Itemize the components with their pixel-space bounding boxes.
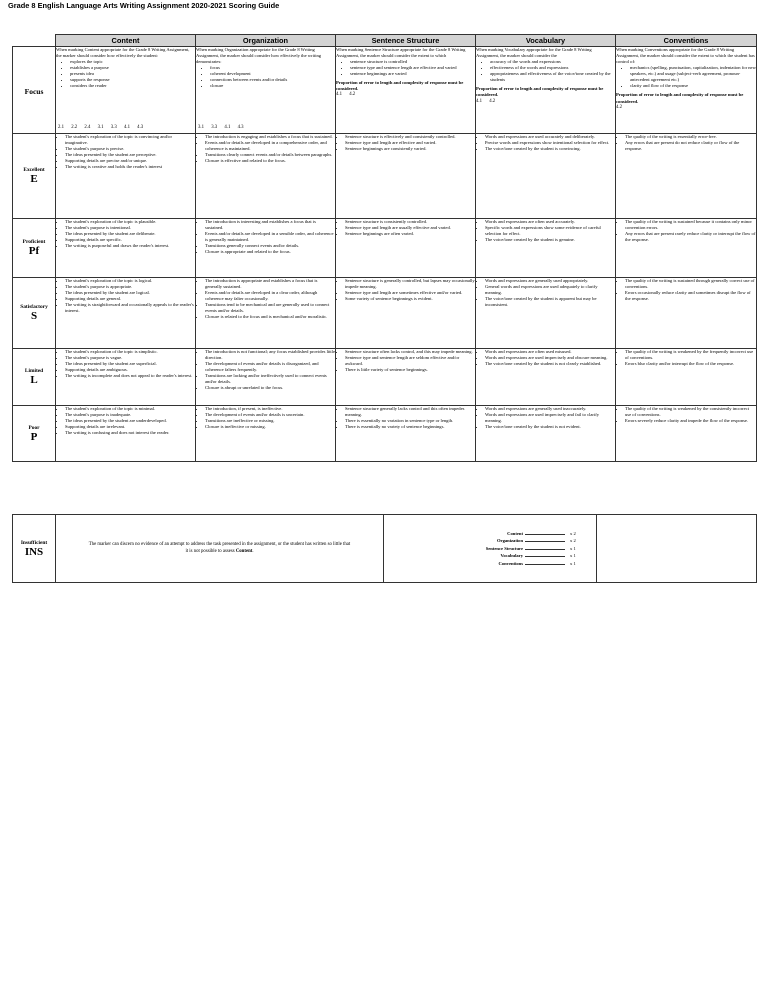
weight-label: Sentence Structure bbox=[485, 545, 523, 551]
focus-intro: When marking Conventions appropriate for the Grade 8 Writing Assignment, the marker should consider the extent to which the student has control of: bbox=[616, 47, 755, 65]
focus-item: • sentence structure is controlled bbox=[350, 59, 475, 65]
criterion: • The ideas presented by the student are perceptive. bbox=[65, 152, 195, 158]
focus-item: • focus bbox=[210, 65, 335, 71]
poor-sentence-structure-cell bbox=[336, 406, 476, 462]
outcome-codes: 4.1 4.2 bbox=[476, 98, 496, 104]
criterion: • Closure is related to the focus and is mechanical and/or moralistic. bbox=[205, 314, 335, 320]
criterion: • The student's exploration of the topic is convincing and/or imaginative. bbox=[65, 134, 195, 146]
criterion: • Closure is ineffective or missing. bbox=[205, 424, 335, 430]
focus-item: • establishes a purpose bbox=[70, 65, 195, 71]
level-name: Limited bbox=[24, 368, 44, 374]
proficient-conventions-cell bbox=[616, 219, 757, 278]
criterion: • Supporting details are irrelevant. bbox=[65, 424, 195, 430]
column-header-vocabulary: Vocabulary bbox=[476, 35, 616, 47]
focus-content-cell bbox=[56, 47, 196, 134]
weight-label: Organization bbox=[496, 538, 523, 544]
insufficient-description: The marker can discern no evidence of an attempt to address the task presented in the assignment, or the student has written so little that it is not possible to assess Content. bbox=[88, 542, 351, 554]
criterion: • Sentence type and sentence length are seldom effective and/or awkward. bbox=[345, 355, 475, 367]
weight-multiplier: x 1 bbox=[570, 560, 576, 566]
focus-row bbox=[13, 47, 757, 134]
criterion: • Words and expressions are used imprecisely and obscure meaning. bbox=[485, 355, 615, 361]
proficient-vocabulary-cell bbox=[476, 219, 616, 278]
criterion: • Events and/or details are developed in a sensible order, and coherence is generally maintained. bbox=[205, 231, 335, 243]
excellent-row-header bbox=[13, 134, 56, 219]
focus-list bbox=[196, 65, 335, 89]
criterion: • The student's exploration of the topic is plausible. bbox=[65, 219, 195, 225]
criterion: • Sentence beginnings are often varied. bbox=[345, 231, 475, 237]
criterion: • Sentence structure is generally controlled, but lapses may occasionally impede meaning. bbox=[345, 278, 475, 290]
criterion: • The introduction, if present, is ineffective. bbox=[205, 406, 335, 412]
satisfactory-conventions-cell bbox=[616, 278, 757, 349]
limited-row bbox=[13, 349, 757, 406]
criterion: • Transitions clearly connect events and/or details between paragraphs. bbox=[205, 152, 335, 158]
criterion: • The student's purpose is intentional. bbox=[65, 225, 195, 231]
criterion: • The introduction is appropriate and establishes a focus that is generally sustained. bbox=[205, 278, 335, 290]
focus-item: • mechanics (spelling, punctuation, capitalization, indentation for new speakers, etc.) and usage (subject-verb agreement, pronoun-antecedent agreement etc.) bbox=[630, 65, 756, 83]
criterion: • Events and/or details are developed in a clear order, although coherence may falter occasionally. bbox=[205, 290, 335, 302]
proficient-row bbox=[13, 219, 757, 278]
score-weights-cell bbox=[384, 515, 597, 583]
criterion: • The quality of the writing is weakened by the frequently incorrect use of conventions. bbox=[625, 349, 756, 361]
satisfactory-sentence-structure-cell bbox=[336, 278, 476, 349]
focus-item: • effectiveness of the words and expressions bbox=[490, 65, 615, 71]
poor-vocabulary-cell bbox=[476, 406, 616, 462]
focus-list bbox=[56, 59, 195, 89]
total-score-cell[interactable] bbox=[597, 515, 757, 583]
weight-row bbox=[385, 530, 582, 538]
satisfactory-row bbox=[13, 278, 757, 349]
weight-label: Conventions bbox=[498, 560, 523, 566]
column-header-content: Content bbox=[56, 35, 196, 47]
criterion: • The writing is straightforward and occasionally appeals to the reader's interest. bbox=[65, 302, 195, 314]
criterion: • Sentence structure is consistently controlled. bbox=[345, 219, 475, 225]
satisfactory-row-header bbox=[13, 278, 56, 349]
criterion: • The writing is confusing and does not interest the reader. bbox=[65, 430, 195, 436]
criterion: • Words and expressions are often used accurately. bbox=[485, 219, 615, 225]
focus-item: • considers the reader bbox=[70, 83, 195, 89]
criterion: • The student's exploration of the topic is logical. bbox=[65, 278, 195, 284]
criterion: • Sentence beginnings are consistently varied. bbox=[345, 146, 475, 152]
criterion: • The introduction is not functional; any focus established provides little direction. bbox=[205, 349, 335, 361]
criterion: • Sentence structure generally lacks control and this often impedes meaning. bbox=[345, 406, 475, 418]
focus-vocabulary-cell bbox=[476, 47, 616, 134]
focus-item: • sentence type and sentence length are effective and varied bbox=[350, 65, 475, 71]
score-blank[interactable] bbox=[525, 560, 565, 565]
column-header-row bbox=[13, 35, 757, 47]
focus-item: • coherent development bbox=[210, 71, 335, 77]
insufficient-row bbox=[13, 515, 757, 583]
outcome-codes: 2.1 2.2 2.4 3.1 3.3 4.1 4.3 bbox=[58, 124, 144, 130]
criterion: • Any errors that are present do not reduce clarity or flow of the response. bbox=[625, 140, 756, 152]
level-name: Satisfactory bbox=[20, 304, 48, 310]
focus-intro: When marking Content appropriate for the Grade 8 Writing Assignment, the marker should consider how effectively the student: bbox=[56, 47, 190, 59]
criterion: • The voice/tone created by the student is apparent but may be inconsistent. bbox=[485, 296, 615, 308]
proficient-organization-cell bbox=[196, 219, 336, 278]
satisfactory-vocabulary-cell bbox=[476, 278, 616, 349]
criterion: • The development of events and/or details is disorganized, and coherence falters frequently. bbox=[205, 361, 335, 373]
criterion: • Transitions are lacking and/or ineffectively used to connect events and/or details. bbox=[205, 373, 335, 385]
criterion: • The ideas presented by the student are underdeveloped. bbox=[65, 418, 195, 424]
focus-row-header bbox=[13, 47, 56, 134]
criterion: • The voice/tone created by the student is convincing. bbox=[485, 146, 615, 152]
proportion-note: Proportion of error to length and complexity of response must be considered. bbox=[616, 92, 744, 104]
criterion: • The student's exploration of the topic is simplistic. bbox=[65, 349, 195, 355]
proficient-content-cell bbox=[56, 219, 196, 278]
focus-item: • accuracy of the words and expressions bbox=[490, 59, 615, 65]
criterion: • Errors severely reduce clarity and impede the flow of the response. bbox=[625, 418, 756, 424]
criterion: • The student's exploration of the topic is minimal. bbox=[65, 406, 195, 412]
criterion: • Errors occasionally reduce clarity and sometimes disrupt the flow of the response. bbox=[625, 290, 756, 302]
criterion: • Precise words and expressions show intentional selection for effect. bbox=[485, 140, 615, 146]
criterion: • The student's purpose is precise. bbox=[65, 146, 195, 152]
outcome-codes: 4.2 bbox=[616, 104, 622, 110]
focus-item: • closure bbox=[210, 83, 335, 89]
weight-row bbox=[385, 545, 582, 553]
poor-organization-cell bbox=[196, 406, 336, 462]
focus-sentence-structure-cell bbox=[336, 47, 476, 134]
criterion: • Supporting details are precise and/or unique. bbox=[65, 158, 195, 164]
criterion: • Sentence type and length are sometimes effective and/or varied. bbox=[345, 290, 475, 296]
criterion: • Words and expressions are used imprecisely and fail to clarify meaning. bbox=[485, 412, 615, 424]
level-name: Poor bbox=[28, 424, 40, 431]
criterion: • The ideas presented by the student are superficial. bbox=[65, 361, 195, 367]
proficient-row-header bbox=[13, 219, 56, 278]
outcome-codes: 3.1 3.3 4.1 4.3 bbox=[198, 124, 244, 130]
criterion: • Transitions are ineffective or missing. bbox=[205, 418, 335, 424]
criterion: • Closure is effective and related to the focus. bbox=[205, 158, 335, 164]
criterion: • Transitions tend to be mechanical and are generally used to connect events and/or details. bbox=[205, 302, 335, 314]
level-abbr: L bbox=[30, 374, 38, 386]
criterion: • Words and expressions are generally used appropriately. bbox=[485, 278, 615, 284]
outcome-codes: 4.1 4.2 bbox=[336, 92, 356, 98]
criterion: • The ideas presented by the student are deliberate. bbox=[65, 231, 195, 237]
limited-organization-cell bbox=[196, 349, 336, 406]
limited-content-cell bbox=[56, 349, 196, 406]
criterion: • There is essentially no variety of sentence beginnings. bbox=[345, 424, 475, 430]
limited-row-header bbox=[13, 349, 56, 406]
criterion: • Specific words and expressions show some evidence of careful selection for effect. bbox=[485, 225, 615, 237]
weight-multiplier: x 1 bbox=[570, 545, 576, 551]
criterion: • Words and expressions are used accurately and deliberately. bbox=[485, 134, 615, 140]
satisfactory-organization-cell bbox=[196, 278, 336, 349]
criterion: • The writing is incomplete and does not appeal to the reader's interest. bbox=[65, 373, 195, 379]
satisfactory-content-cell bbox=[56, 278, 196, 349]
criterion: • The voice/tone created by the student is not clearly established. bbox=[485, 361, 615, 367]
criterion: • There is little variety of sentence beginnings. bbox=[345, 367, 475, 373]
level-abbr: INS bbox=[24, 545, 44, 558]
focus-item: • explores the topic bbox=[70, 59, 195, 65]
level-abbr: S bbox=[30, 310, 38, 322]
criterion: • Closure is appropriate and related to the focus. bbox=[205, 249, 335, 255]
weight-label: Content bbox=[507, 530, 523, 536]
poor-row bbox=[13, 406, 757, 462]
focus-intro: When marking Vocabulary appropriate for the Grade 8 Writing Assignment, the marker should consider the bbox=[476, 47, 592, 59]
criterion: • Some variety of sentence beginnings is evident. bbox=[345, 296, 475, 302]
criterion: • The writing is creative and holds the reader's interest bbox=[65, 164, 195, 170]
insufficient-table bbox=[12, 514, 757, 583]
criterion: • Supporting details are specific. bbox=[65, 237, 195, 243]
level-abbr: E bbox=[30, 173, 38, 185]
excellent-organization-cell bbox=[196, 134, 336, 219]
poor-row-header bbox=[13, 406, 56, 462]
corner-cell bbox=[13, 35, 56, 47]
weight-label: Vocabulary bbox=[500, 553, 523, 559]
criterion: • Supporting details are general. bbox=[65, 296, 195, 302]
focus-list bbox=[616, 65, 756, 89]
proportion-note: Proportion of error to length and complexity of response must be considered. bbox=[476, 86, 604, 98]
limited-sentence-structure-cell bbox=[336, 349, 476, 406]
criterion: • The student's purpose is vague. bbox=[65, 355, 195, 361]
level-abbr: P bbox=[30, 430, 38, 443]
limited-conventions-cell bbox=[616, 349, 757, 406]
focus-intro: When marking Organization appropriate for the Grade 8 Writing Assignment, the marker should consider how effectively the writing demonstrates: bbox=[196, 47, 322, 65]
criterion: • The voice/tone created by the student is not evident. bbox=[485, 424, 615, 430]
criterion: • Closure is abrupt or unrelated to the focus. bbox=[205, 385, 335, 391]
criterion: • The quality of the writing is weakened by the consistently incorrect use of conventions. bbox=[625, 406, 756, 418]
poor-content-cell bbox=[56, 406, 196, 462]
criterion: • Sentence type and length are usually effective and varied. bbox=[345, 225, 475, 231]
column-header-conventions: Conventions bbox=[616, 35, 757, 47]
criterion: • Words and expressions are generally used inaccurately. bbox=[485, 406, 615, 412]
proportion-note: Proportion of error to length and complexity of response must be considered. bbox=[336, 80, 464, 92]
focus-item: • connections between events and/or details bbox=[210, 77, 335, 83]
proficient-sentence-structure-cell bbox=[336, 219, 476, 278]
criterion: • Sentence structure often lacks control, and this may impede meaning. bbox=[345, 349, 475, 355]
limited-vocabulary-cell bbox=[476, 349, 616, 406]
criterion: • The quality of the writing is sustained through generally correct use of conventions. bbox=[625, 278, 756, 290]
column-header-sentence-structure: Sentence Structure bbox=[336, 35, 476, 47]
excellent-conventions-cell bbox=[616, 134, 757, 219]
excellent-vocabulary-cell bbox=[476, 134, 616, 219]
excellent-row bbox=[13, 134, 757, 219]
criterion: • Sentence type and length are effective and varied. bbox=[345, 140, 475, 146]
weight-row bbox=[385, 537, 582, 545]
excellent-sentence-structure-cell bbox=[336, 134, 476, 219]
criterion: • General words and expressions are used adequately to clarify meaning. bbox=[485, 284, 615, 296]
focus-item: • sentence beginnings are varied bbox=[350, 71, 475, 77]
focus-item: • presents idea bbox=[70, 71, 195, 77]
focus-item: • clarity and flow of the response bbox=[630, 83, 756, 89]
criterion: • Events and/or details are developed in a comprehensive order, and coherence is maintained. bbox=[205, 140, 335, 152]
focus-list bbox=[336, 59, 475, 77]
criterion: • Errors blur clarity and/or interrupt the flow of the response. bbox=[625, 361, 756, 367]
column-header-organization: Organization bbox=[196, 35, 336, 47]
document-title: Grade 8 English Language Arts Writing Assignment 2020-2021 Scoring Guide bbox=[8, 1, 280, 10]
focus-organization-cell bbox=[196, 47, 336, 134]
score-blank[interactable] bbox=[525, 537, 565, 542]
insufficient-row-header bbox=[13, 515, 56, 583]
criterion: • The introduction is engaging and establishes a focus that is sustained. bbox=[205, 134, 335, 140]
criterion: • The voice/tone created by the student is genuine. bbox=[485, 237, 615, 243]
level-name: Excellent bbox=[23, 167, 45, 173]
criterion: • Supporting details are ambiguous. bbox=[65, 367, 195, 373]
focus-intro: When marking Sentence Structure appropriate for the Grade 8 Writing Assignment, the marker should consider the extent to which bbox=[336, 47, 466, 59]
score-blank[interactable] bbox=[525, 530, 565, 535]
criterion: • The writing is purposeful and draws the reader's interest. bbox=[65, 243, 195, 249]
scoring-rubric-table bbox=[12, 34, 757, 462]
level-abbr: Pf bbox=[28, 245, 40, 257]
weight-multiplier: x 1 bbox=[570, 553, 576, 559]
criterion: • The quality of the writing is sustained because it contains only minor convention errors. bbox=[625, 219, 756, 231]
focus-list bbox=[476, 59, 615, 83]
criterion: • The student's purpose is appropriate. bbox=[65, 284, 195, 290]
criterion: • There is essentially no variation in sentence type or length. bbox=[345, 418, 475, 424]
weight-multiplier: x 2 bbox=[570, 530, 576, 536]
criterion: • The quality of the writing is essentially error-free. bbox=[625, 134, 756, 140]
level-name: Insufficient bbox=[20, 539, 48, 546]
criterion: • The student's purpose is inadequate. bbox=[65, 412, 195, 418]
weight-row bbox=[385, 560, 582, 568]
focus-item: • appropriateness and effectiveness of the voice/tone created by the students bbox=[490, 71, 615, 83]
level-name: Proficient bbox=[22, 239, 46, 245]
criterion: • The introduction is interesting and establishes a focus that is sustained. bbox=[205, 219, 335, 231]
focus-conventions-cell bbox=[616, 47, 757, 134]
poor-conventions-cell bbox=[616, 406, 757, 462]
criterion: • Transitions generally connect events and/or details. bbox=[205, 243, 335, 249]
score-blank[interactable] bbox=[525, 545, 565, 550]
focus-item: • supports the response bbox=[70, 77, 195, 83]
excellent-content-cell bbox=[56, 134, 196, 219]
criterion: • Any errors that are present rarely reduce clarity or interrupt the flow of the response. bbox=[625, 231, 756, 243]
insufficient-description-cell bbox=[56, 515, 384, 583]
focus-label: Focus bbox=[24, 87, 44, 96]
weight-multiplier: x 2 bbox=[570, 538, 576, 544]
weight-row bbox=[385, 552, 582, 560]
criterion: • Words and expressions are often used misused. bbox=[485, 349, 615, 355]
criterion: • The development of events and/or details is uncertain. bbox=[205, 412, 335, 418]
score-blank[interactable] bbox=[525, 552, 565, 557]
criterion: • The ideas presented by the student are logical. bbox=[65, 290, 195, 296]
criterion: • Sentence structure is effectively and consistently controlled. bbox=[345, 134, 475, 140]
